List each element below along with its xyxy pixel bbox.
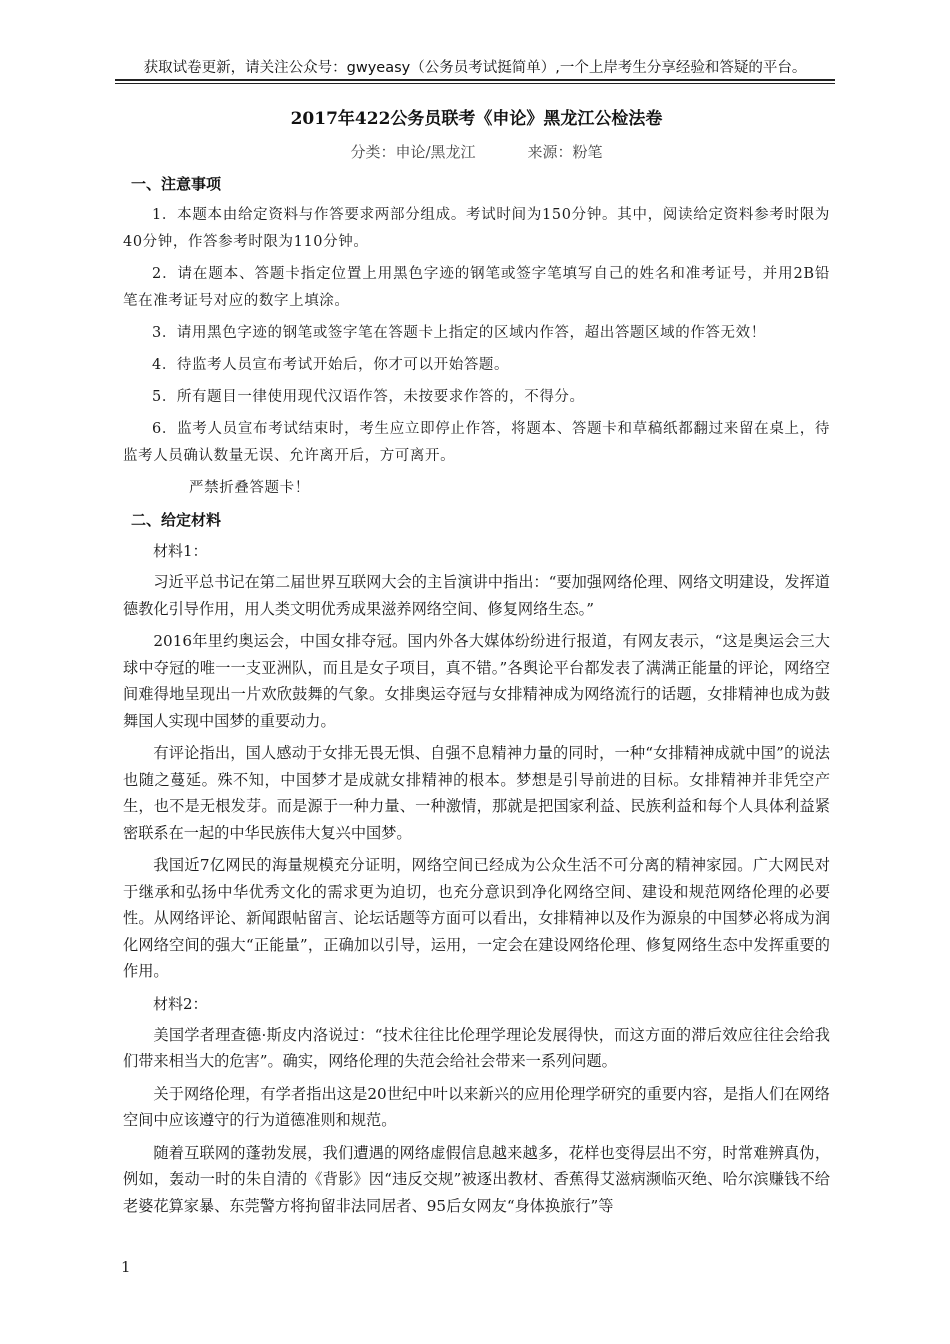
material-paragraph: 随着互联网的蓬勃发展，我们遭遇的网络虚假信息越来越多，花样也变得层出不穷，时常难辨真伪，例如，轰动一时的朱自清的《背影》因“违反交规”被逐出教材、香蕉得艾滋病濒临灭绝、哈尔滨赚钱不给老婆花算家暴、东莞警方将拘留非法同居者、95后女网友“身体换旅行”等 (123, 1143, 830, 1215)
document-meta (123, 140, 830, 164)
document-body (123, 106, 830, 1225)
note-item: 5．所有题目一律使用现代汉语作答，未按要求作答的，不得分。 (152, 389, 585, 405)
material-paragraph: 习近平总书记在第二届世界互联网大会的主旨演讲中指出：“要加强网络伦理、网络文明建设，发挥道德教化引导作用，用人类文明优秀成果滋养网络空间、修复网络生态。” (123, 573, 830, 618)
material-paragraph: 美国学者理查德·斯皮内洛说过：“技术往往比伦理学理论发展得快，而这方面的滞后效应往往会给我们带来相当大的危害”。确实，网络伦理的失范会给社会带来一系列问题。 (123, 1025, 830, 1070)
header-rule-thin (115, 83, 835, 84)
fold-warning: 严禁折叠答题卡！ (189, 480, 310, 496)
section-heading-notes: 一、注意事项 (131, 175, 222, 193)
material-2-label: 材料2： (153, 994, 208, 1013)
source-text: 来源：粉笔 (527, 143, 603, 161)
page-number: 1 (121, 1258, 131, 1276)
material-1-label: 材料1： (153, 542, 208, 560)
category-text: 分类：申论/黑龙江 (350, 143, 476, 161)
material-paragraph: 我国近7亿网民的海量规模充分证明，网络空间已经成为公众生活不可分离的精神家园。广大网民对于继承和弘扬中华优秀文化的需求更为迫切，也充分意识到净化网络空间、建设和规范网络伦理的必要性。从网络评论、新闻跟帖留言、论坛话题等方面可以看出，女排精神以及作为源泉的中国梦必将成为润化网络空间的强大“正能量”，正确加以引导，运用，一定会在建设网络伦理、修复网络生态中发挥重要的作用。 (123, 856, 830, 980)
header-banner: 获取试卷更新，请关注公众号：gwyeasy（公务员考试挺简单）,一个上岸考生分享经验和答疑的平台。 (143, 60, 807, 76)
section-heading-materials: 二、给定材料 (131, 511, 222, 529)
note-item: 1．本题本由给定资料与作答要求两部分组成。考试时间为150分钟。其中，阅读给定资料参考时限为40分钟，作答参考时限为110分钟。 (123, 207, 830, 250)
header-rule-thick (115, 79, 835, 81)
material-paragraph: 关于网络伦理，有学者指出这是20世纪中叶以来新兴的应用伦理学研究的重要内容，是指人们在网络空间中应该遵守的行为道德准则和规范。 (123, 1084, 830, 1129)
note-item: 4．待监考人员宣布考试开始后，你才可以开始答题。 (152, 357, 510, 373)
note-item: 2．请在题本、答题卡指定位置上用黑色字迹的钢笔或签字笔填写自己的姓名和准考证号，并用2B铅笔在准考证号对应的数字上填涂。 (123, 266, 830, 309)
note-item: 3．请用黑色字迹的钢笔或签字笔在答题卡上指定的区域内作答，超出答题区域的作答无效！ (152, 325, 766, 341)
material-paragraph: 2016年里约奥运会，中国女排夺冠。国内外各大媒体纷纷进行报道，有网友表示，“这是奥运会三大球中夺冠的唯一一支亚洲队，而且是女子项目，真不错。”各舆论平台都发表了满满正能量的评论，网络空间难得地呈现出一片欢欣鼓舞的气象。女排奥运夺冠与女排精神成为网络流行的话题，女排精神也成为鼓舞国人实现中国梦的重要动力。 (123, 632, 830, 730)
material-paragraph: 有评论指出，国人感动于女排无畏无惧、自强不息精神力量的同时，一种“女排精神成就中国”的说法也随之蔓延。殊不知，中国梦才是成就女排精神的根本。梦想是引导前进的目标。女排精神并非凭空产生，也不是无根发芽。而是源于一种力量、一种激情，那就是把国家利益、民族利益和每个人具体利益紧密联系在一起的中华民族伟大复兴中国梦。 (123, 744, 830, 842)
document-title: 2017年422公务员联考《申论》黑龙江公检法卷 (290, 109, 663, 129)
note-item: 6．监考人员宣布考试结束时，考生应立即停止作答，将题本、答题卡和草稿纸都翻过来留在桌上，待监考人员确认数量无误、允许离开后，方可离开。 (123, 421, 830, 464)
